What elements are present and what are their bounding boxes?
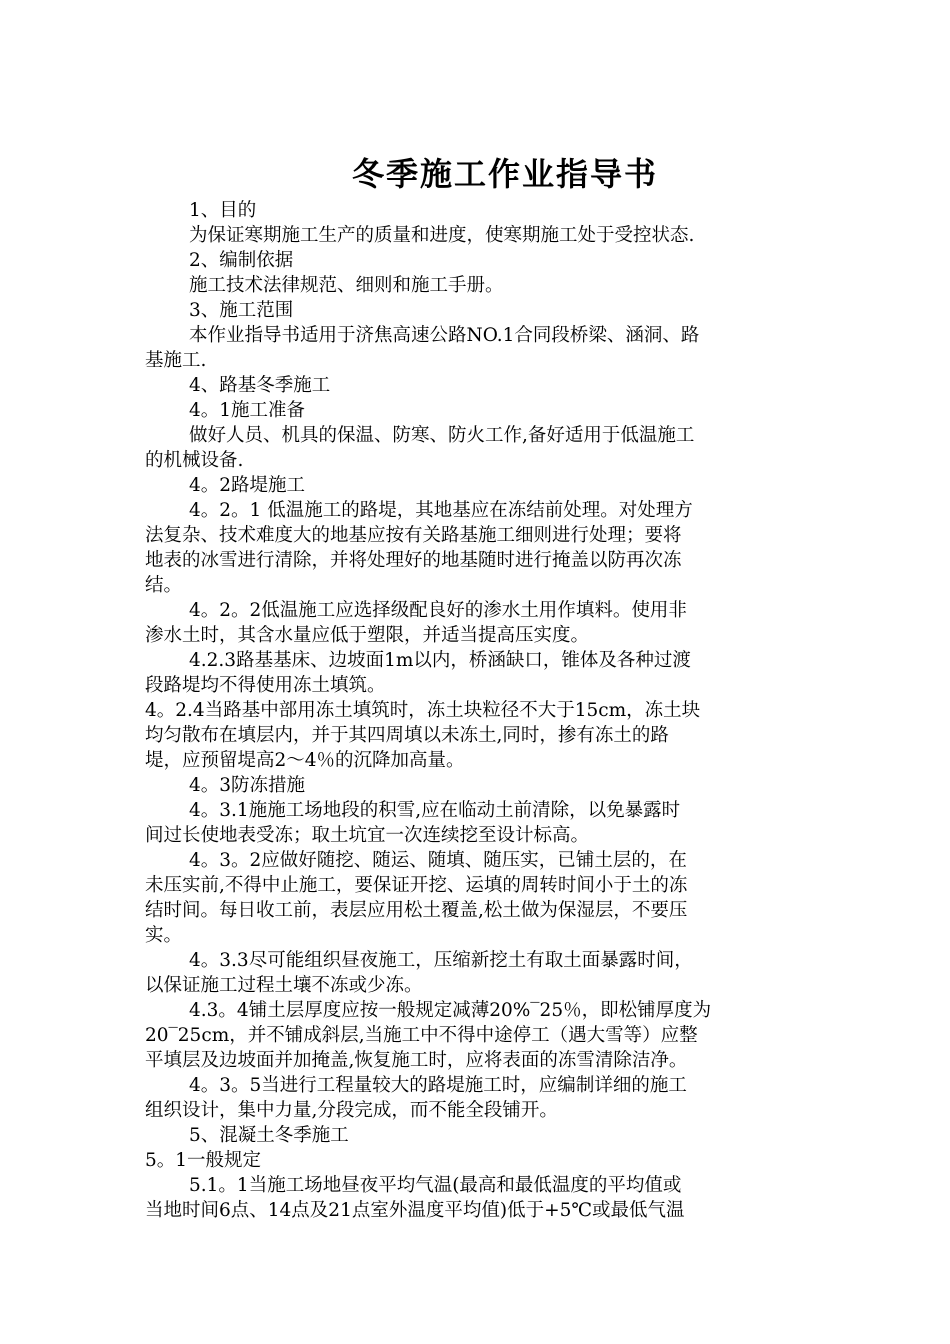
text-line: 地表的冰雪进行清除，并将处理好的地基随时进行掩盖以防再次冻 [145, 550, 682, 571]
document-body [145, 198, 810, 1223]
text-line: 为保证寒期施工生产的质量和进度，使寒期施工处于受控状态. [189, 225, 695, 246]
text-line: 结。 [145, 575, 183, 596]
text-line: 4.3。4铺土层厚度应按一般规定减薄20%‾25％，即松铺厚度为 [189, 1000, 712, 1021]
text-line: 4。1施工准备 [189, 400, 306, 421]
text-line: 20‾25cm，并不铺成斜层,当施工中不得中途停工（遇大雪等）应整 [145, 1025, 698, 1046]
text-line: 4。2。1 低温施工的路堤，其地基应在冻结前处理。对处理方 [189, 500, 693, 521]
text-line: 4。3。2应做好随挖、随运、随填、随压实，已铺土层的，在 [189, 850, 687, 871]
text-line: 5。1一般规定 [145, 1150, 262, 1171]
text-line: 5、混凝土冬季施工 [189, 1125, 349, 1146]
text-line: 段路堤均不得使用冻土填筑。 [145, 675, 386, 696]
text-line: 基施工. [145, 350, 207, 371]
text-line: 4。3.3尽可能组织昼夜施工，压缩新挖土有取土面暴露时间， [189, 950, 693, 971]
text-line: 本作业指导书适用于济焦高速公路NO.1合同段桥梁、涵洞、路 [189, 325, 700, 346]
text-line: 结时间。每日收工前，表层应用松土覆盖,松土做为保湿层，不要压 [145, 900, 688, 921]
text-line: 的机械设备. [145, 450, 244, 471]
text-line: 4。2。2低温施工应选择级配良好的渗水土用作填料。使用非 [189, 600, 687, 621]
document-title: 冬季施工作业指导书 [351, 155, 658, 193]
text-line: 均匀散布在填层内，并于其四周填以未冻土,同时，掺有冻土的路 [145, 725, 669, 746]
text-line: 4、路基冬季施工 [189, 375, 331, 396]
text-line: 组织设计，集中力量,分段完成，而不能全段铺开。 [145, 1100, 558, 1121]
text-line: 4。3防冻措施 [189, 775, 306, 796]
text-line: 堤，应预留堤高2～4％的沉降加高量。 [145, 750, 465, 771]
text-line: 4。3。5当进行工程量较大的路堤施工时，应编制详细的施工 [189, 1075, 687, 1096]
text-line: 平填层及边坡面并加掩盖,恢复施工时，应将表面的冻雪清除洁净。 [145, 1050, 688, 1071]
text-line: 当地时间6点、14点及21点室外温度平均值)低于+5℃或最低气温 [145, 1200, 685, 1221]
text-line: 法复杂、技术难度大的地基应按有关路基施工细则进行处理；要将 [145, 525, 682, 546]
text-line: 以保证施工过程土壤不冻或少冻。 [145, 975, 423, 996]
text-line: 2、编制依据 [189, 250, 294, 271]
text-line: 做好人员、机具的保温、防寒、防火工作,备好适用于低温施工 [189, 425, 695, 446]
text-line: 4。2路堤施工 [189, 475, 306, 496]
text-line: 4。2.4当路基中部用冻土填筑时，冻土块粒径不大于15cm，冻土块 [145, 700, 701, 721]
text-line: 施工技术法律规范、细则和施工手册。 [189, 275, 504, 296]
text-line: 1、目的 [189, 200, 257, 221]
text-line: 5.1。1当施工场地昼夜平均气温(最高和最低温度的平均值或 [189, 1175, 682, 1196]
text-line: 4。3.1施施工场地段的积雪,应在临动土前清除，以免暴露时 [189, 800, 681, 821]
text-line: 4.2.3路基基床、边坡面1m以内，桥涵缺口，锥体及各种过渡 [189, 650, 691, 671]
text-line: 间过长使地表受冻；取土坑宜一次连续挖至设计标高。 [145, 825, 590, 846]
text-line: 3、施工范围 [189, 300, 294, 321]
text-line: 渗水土时，其含水量应低于塑限，并适当提高压实度。 [145, 625, 590, 646]
text-line: 未压实前,不得中止施工，要保证开挖、运填的周转时间小于土的冻 [145, 875, 688, 896]
text-line: 实。 [145, 925, 183, 946]
